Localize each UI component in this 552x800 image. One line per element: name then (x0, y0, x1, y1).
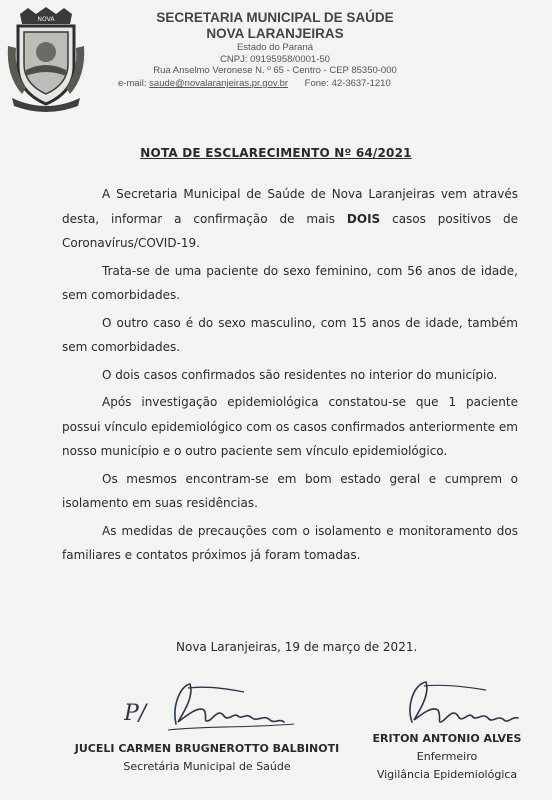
signer-left-role: Secretária Municipal de Saúde (123, 760, 291, 773)
paragraph-confirmation: A Secretaria Municipal de Saúde de Nova Laranjeiras vem através desta, informar a confirmação de mais DOIS casos positivos de Coronavírus/COVID-19. (62, 187, 518, 250)
document-date: Nova Laranjeiras, 19 de março de 2021. (176, 640, 418, 654)
signer-right-name: ERITON ANTONIO ALVES (372, 732, 522, 745)
organization-state: Estado do Paraná (236, 42, 314, 53)
organization-address: Rua Anselmo Veronese N. º 65 - Centro - CEP 85350-000 (153, 65, 397, 76)
organization-cnpj: CNPJ: 09195958/0001-50 (220, 53, 330, 65)
svg-text:NOVA: NOVA (37, 16, 55, 23)
letterhead (110, 10, 440, 77)
paragraph-measures: As medidas de precauções com o isolamento e monitoramento dos familiares e contatos próximos já foram tomadas. (62, 523, 518, 562)
signer-left (62, 740, 352, 776)
signer-left-name: JUCELI CARMEN BRUGNEROTTO BALBINOTI (74, 742, 340, 755)
email-link[interactable]: saude@novalaranjeiras.pr.gov.br (149, 78, 289, 89)
paragraph-residence: O dois casos confirmados são residentes no interior do município. (102, 367, 498, 382)
signer-right-department: Vigilância Epidemiológica (376, 768, 518, 781)
email-label: e-mail: (118, 78, 147, 89)
document-body (62, 182, 518, 571)
municipal-crest-icon (6, 6, 86, 114)
signer-right-role: Enfermeiro (416, 750, 478, 763)
organization-name: SECRETARIA MUNICIPAL DE SAÚDE (156, 10, 394, 25)
signature-right-icon (402, 676, 522, 734)
signature-left-icon (124, 676, 304, 734)
document-title: NOTA DE ESCLARECIMENTO Nº 64/2021 (140, 146, 412, 160)
svg-text:P/: P/ (124, 701, 147, 726)
paragraph-status: Os mesmos encontram-se em bom estado geral e cumprem o isolamento em suas residências. (62, 471, 518, 510)
case-count-highlight: DOIS (346, 211, 381, 226)
paragraph-investigation: Após investigação epidemiológica constatou-se que 1 paciente possui vínculo epidemiológico com os casos confirmados anteriormente em nosso município e o outro paciente sem vínculo epidemiológico. (62, 395, 518, 458)
phone-number: Fone: 42-3637-1210 (304, 78, 391, 89)
letterhead-contact (118, 78, 448, 89)
signer-right (362, 730, 532, 784)
organization-city: NOVA LARANJEIRAS (206, 26, 344, 41)
paragraph-case-1: Trata-se de uma paciente do sexo feminino, com 56 anos de idade, sem comorbidades. (62, 263, 518, 302)
paragraph-case-2: O outro caso é do sexo masculino, com 15 anos de idade, também sem comorbidades. (62, 315, 518, 354)
